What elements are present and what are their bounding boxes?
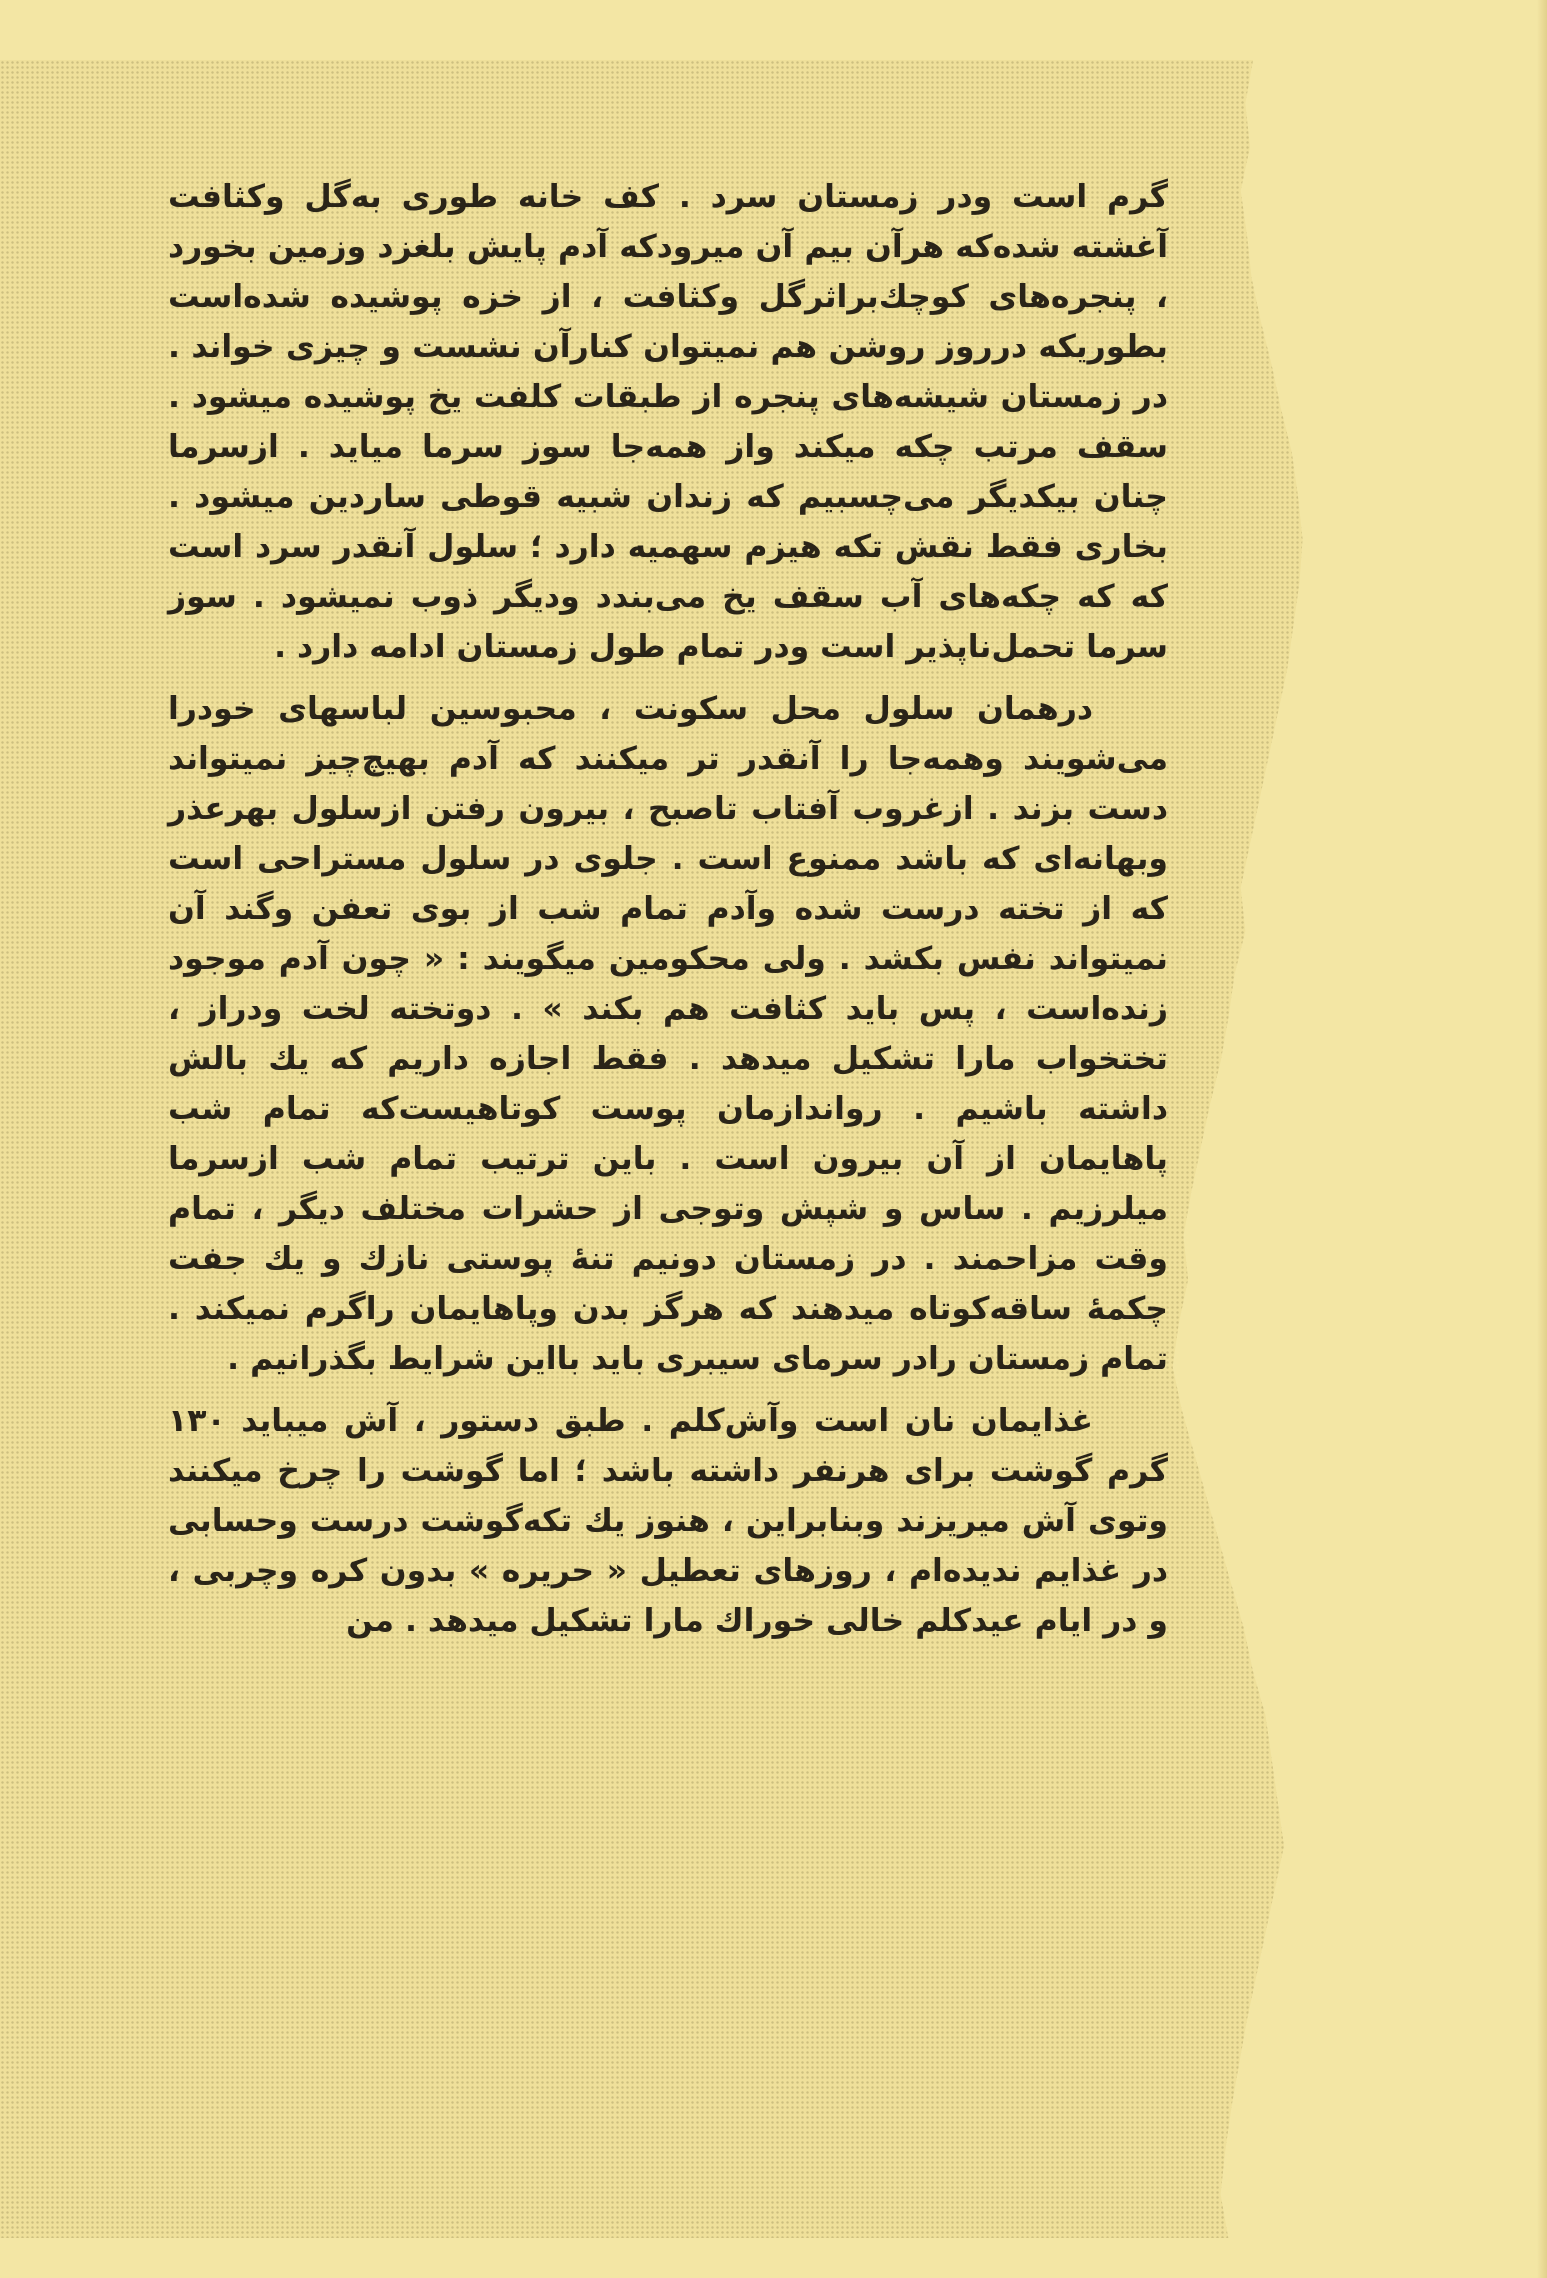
paragraph-2: درهمان سلول محل سکونت ، محبوسین لباسهای خودرا می‌شویند وهمه‌جا را آنقدر تر میکنند که آدم بهیچ‌چیز نمیتواند دست بزند . ازغروب آفتاب تاصبح ، بیرون رفتن ازسلول بهرعذر وبهانه‌ای که باشد ممنوع است . جلوی در سلول مستراحی است که از تخته درست شده وآدم تمام شب از بوی تعفن وگند آن نمیتواند نفس بکشد . ولی محکومین میگویند : « چون آدم موجود زنده‌است ، پس باید کثافت هم بکند » . دوتخته لخت ودراز ، تختخواب مارا تشکیل میدهد . فقط اجازه داریم که یك بالش داشته باشیم . روانداز‌مان پوست کوتاهیست‌که تمام شب پاهایمان از آن بیرون است . باین ترتیب تمام شب ازسرما میلرزیم . ساس و شپش وتوجی از حشرات مختلف دیگر ، تمام وقت مزاحمند . در زمستان دونیم تنهٔ پوستی نازك و یك جفت چکمهٔ ساقه‌کوتاه میدهند که هرگز بدن وپاهایمان راگرم نمیکند . تمام زمستان رادر سرمای سیبری باید بااین شرایط بگذرانیم . — [168, 691, 1168, 1377]
article-text — [168, 172, 1168, 1646]
page-edge — [1537, 0, 1547, 2278]
paragraph-3: غذایمان نان است وآش‌کلم . طبق دستور ، آش میباید ۱۳۰ گرم گوشت برای هرنفر داشته باشد ؛ اما گوشت را چرخ میکنند وتوی آش میریزند وبنابراین ، هنوز یك تکه‌گوشت درست وحسابی در غذایم ندیده‌ام ، روزهای تعطیل « حریره » بدون کره وچربی ، و در ایام عیدکلم خالی خوراك مارا تشکیل میدهد . من — [168, 1403, 1168, 1639]
paragraph-1: گرم است ودر زمستان سرد . کف خانه طوری به‌گل وکثافت آغشته شده‌که هرآن بیم آن میرودکه آدم پایش بلغزد وزمین بخورد ، پنجره‌های کوچك‌براثرگل وکثافت ، از خزه پوشیده شده‌است بطوریکه درروز روشن هم نمیتوان کنارآن نشست و چیزی خواند . در زمستان شیشه‌های پنجره از طبقات کلفت یخ پوشیده میشود . سقف مرتب چکه میکند واز همه‌جا سوز سرما میاید . ازسرما چنان بیکدیگر می‌چسبیم که زندان شبیه قوطی ساردین میشود . بخاری فقط نقش تکه هیزم سهمیه دارد ؛ سلول آنقدر سرد است که که چکه‌های آب سقف یخ می‌بندد ودیگر ذوب نمیشود . سوز سرما تحمل‌ناپذیر است ودر تمام طول زمستان ادامه دارد . — [168, 179, 1168, 665]
